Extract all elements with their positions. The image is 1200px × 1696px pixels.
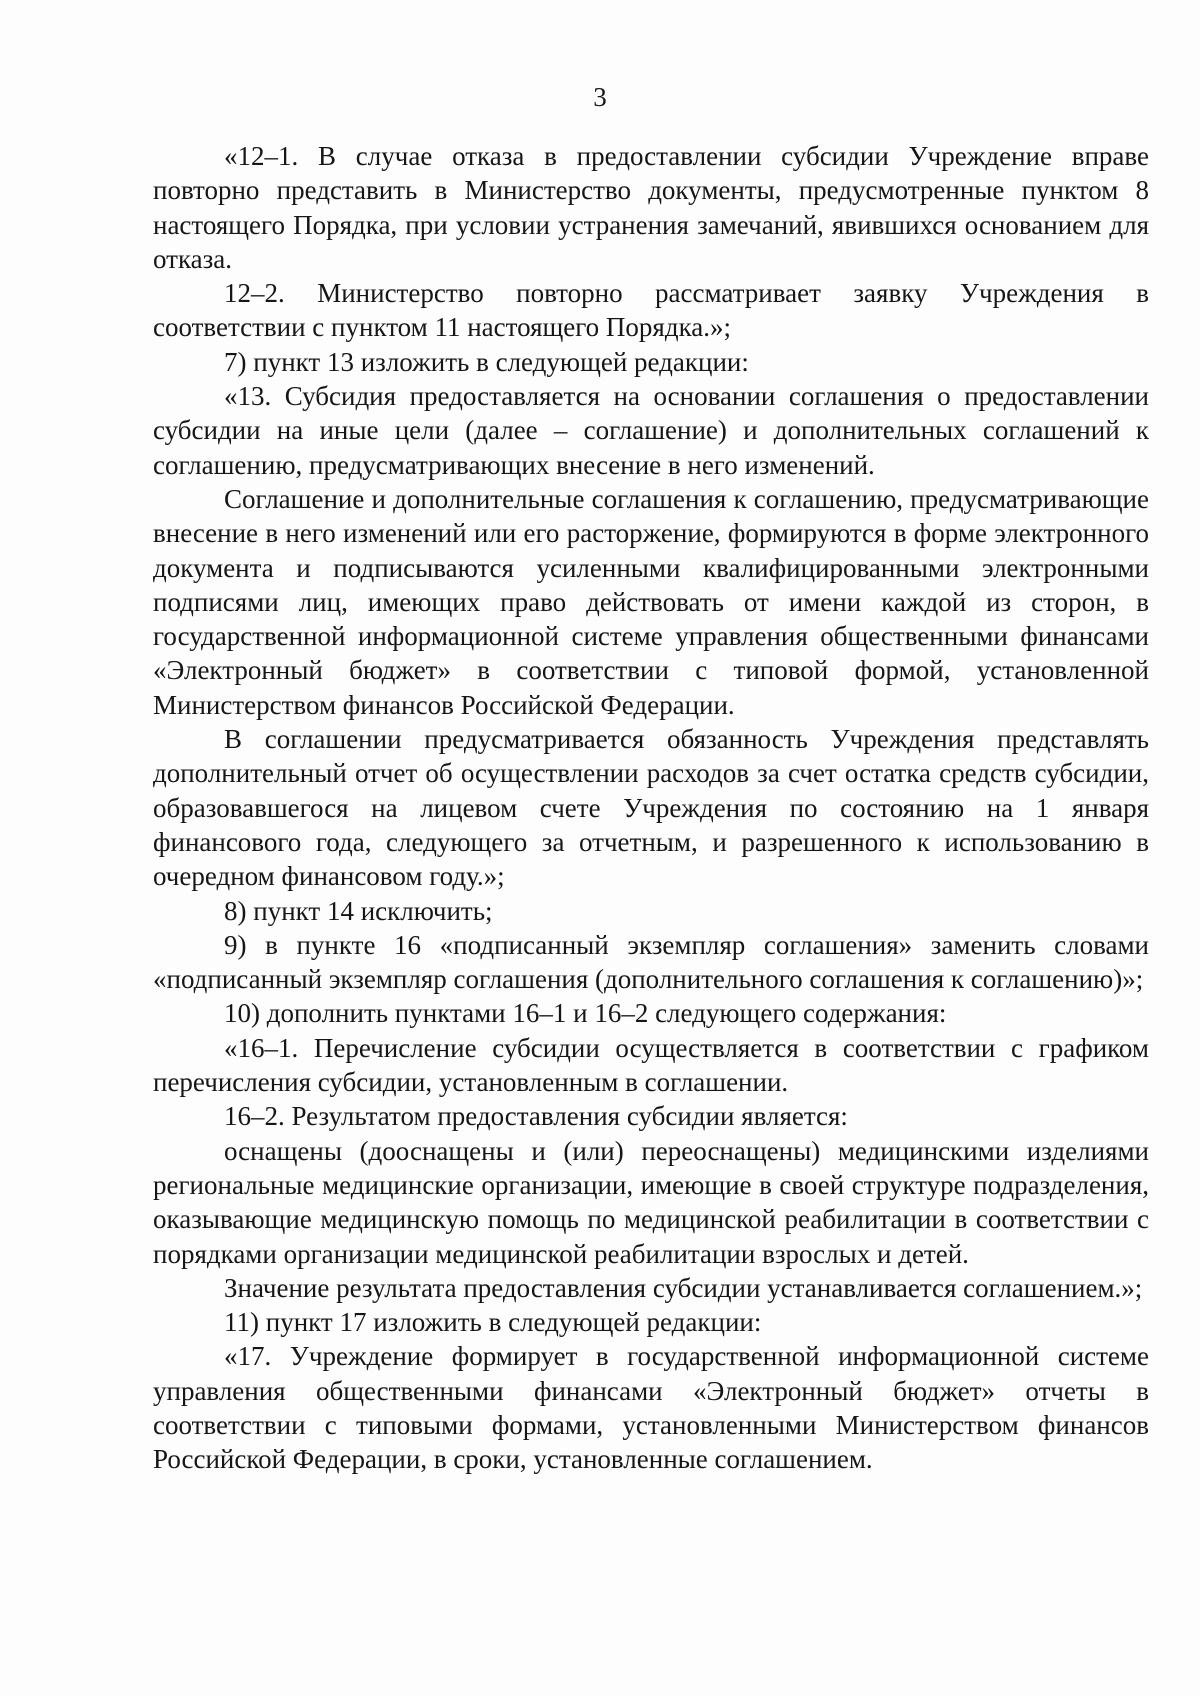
paragraph-item-11: 11) пункт 17 изложить в следующей редакции: [224,1307,762,1338]
paragraph-agreement-report: В соглашении предусматривается обязанность Учреждения представлять дополнительный отчет об осуществлении расходов за счет остатка средств субсидии, образовавшегося на лицевом счете Учреждения по состоянию на 1 января финансового года, следующего за отчетным, и разрешенного к использованию в очередном финансовом году.»; [153,724,1149,892]
paragraph-result-description: оснащены (дооснащены и (или) переоснащены) медицинскими изделиями региональные медицинские организации, имеющие в своей структуре подразделения, оказывающие медицинскую помощь по медицинской реабилитации в соответствии с порядками организации медицинской реабилитации взрослых и детей. [153,1135,1149,1269]
paragraph-17: «17. Учреждение формирует в государственной информационной системе управления общественными финансами «Электронный бюджет» отчеты в соответствии с типовыми формами, установленными Министерством финансов Российской Федерации, в сроки, установленные соглашением. [153,1341,1149,1475]
paragraph-16-1: «16–1. Перечисление субсидии осуществляется в соответствии с графиком перечисления субсидии, установленным в соглашении. [153,1032,1149,1098]
paragraph-item-9: 9) в пункте 16 «подписанный экземпляр соглашения» заменить словами «подписанный экземпляр соглашения (дополнительного соглашения к соглашению)»; [153,929,1149,995]
paragraph-16-2: 16–2. Результатом предоставления субсидии является: [224,1101,848,1132]
paragraph-result-value: Значение результата предоставления субсидии устанавливается соглашением.»; [224,1272,1143,1303]
paragraph-12-2: 12–2. Министерство повторно рассматривает заявку Учреждения в соответствии с пунктом 11 настоящего Порядка.»; [153,278,1149,343]
paragraph-item-10: 10) дополнить пунктами 16–1 и 16–2 следующего содержания: [224,998,947,1029]
paragraph-agreement-form: Соглашение и дополнительные соглашения к соглашению, предусматривающие внесение в него изменений или его расторжение, формируются в форме электронного документа и подписываются усиленными квалифицированными электронными подписями лиц, имеющих право действовать от имени каждой из сторон, в государственной информационной системе управления общественными финансами «Электронный бюджет» в соответствии с типовой формой, установленной Министерством финансов Российской Федерации. [153,483,1149,720]
paragraph-item-8: 8) пункт 14 исключить; [224,895,493,926]
paragraph-12-1: «12–1. В случае отказа в предоставлении субсидии Учреждение вправе повторно представить в Министерство документы, предусмотренные пунктом 8 настоящего Порядка, при условии устранения замечаний, явившихся основанием для отказа. [153,141,1149,274]
page-number: 3 [593,82,607,112]
paragraph-13: «13. Субсидия предоставляется на основании соглашения о предоставлении субсидии на иные цели (далее – соглашение) и дополнительных соглашений к соглашению, предусматривающих внесение в него изменений. [153,381,1149,480]
paragraph-item-7: 7) пункт 13 изложить в следующей редакции: [224,346,749,377]
document-body [153,139,1149,1477]
